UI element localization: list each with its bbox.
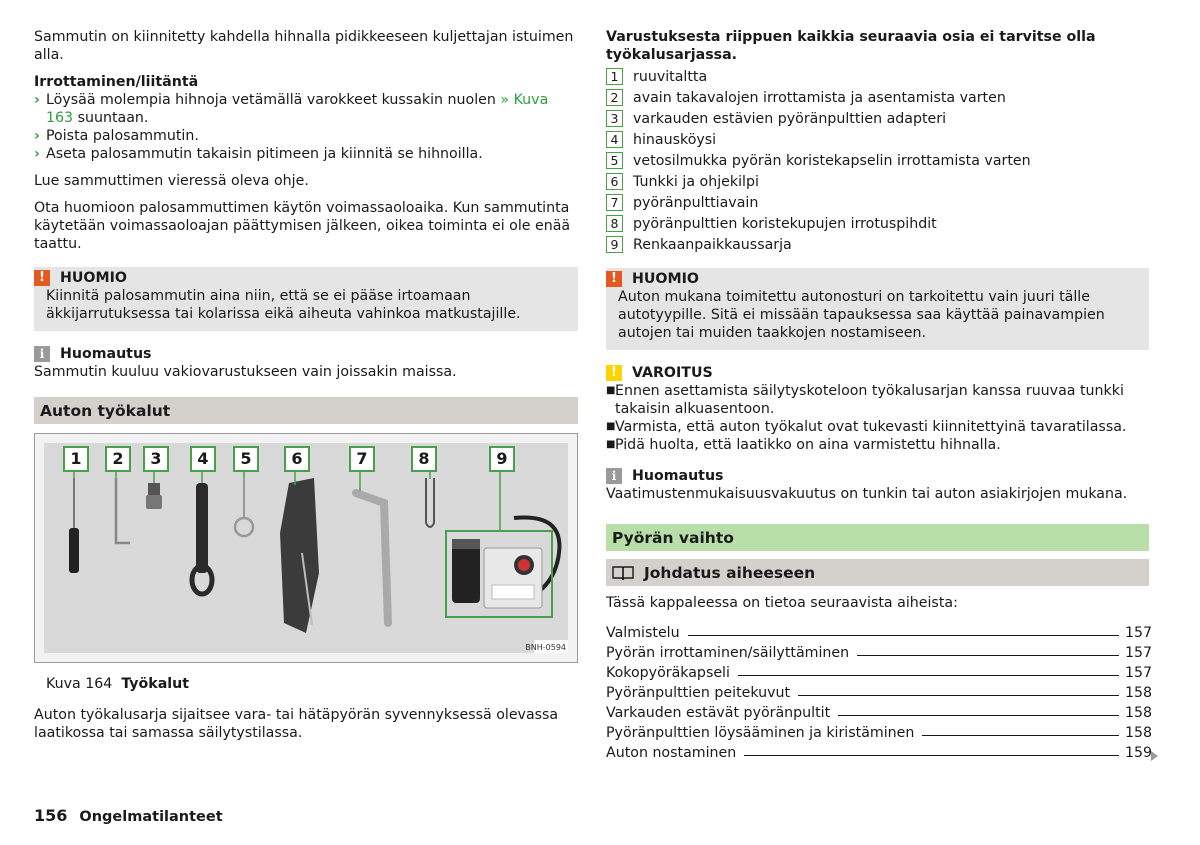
list-item: 9 Renkaanpaikkaussarja	[606, 234, 1149, 255]
list-item: 2 avain takavalojen irrottamista ja asentamista varten	[606, 87, 1149, 108]
footer-chapter: Ongelmatilanteet	[79, 809, 223, 825]
list-item: 4 hinausköysi	[606, 129, 1149, 150]
note-title: Huomautus	[632, 468, 724, 484]
step-3: › Aseta palosammutin takaisin pitimeen ja kiinnitä se hihnoilla.	[34, 146, 483, 162]
info-icon: i	[606, 468, 622, 484]
figure-label-4: 4	[190, 446, 216, 472]
figure-link[interactable]: » Kuva 163	[46, 92, 549, 126]
caution-title: HUOMIO	[632, 271, 699, 287]
tools-figure	[34, 433, 578, 663]
tools-photo	[44, 443, 568, 653]
figure-label-9: 9	[489, 446, 515, 472]
figure-label-5: 5	[233, 446, 259, 472]
list-item: 5 vetosilmukka pyörän koristekapselin irrottamista varten	[606, 150, 1149, 171]
validity-text: Ota huomioon palosammuttimen käytön voimassaoloaika. Kun sammutinta käytetään voimassaoloajan päättymisen jälkeen, oikea toiminta ei ole enää taattu.	[34, 200, 571, 252]
figure-label-2: 2	[105, 446, 131, 472]
intro-title-bar	[606, 559, 1149, 586]
page-number: 156	[34, 806, 68, 825]
tools-text: Auton työkalusarja sijaitsee vara- tai hätäpyörän syvennyksessä olevassa laatikossa tai samassa säilytystilassa.	[34, 707, 559, 741]
exclamation-icon: !	[606, 271, 622, 287]
figure-label-1: 1	[63, 446, 89, 472]
intro-title: Johdatus aiheeseen	[644, 563, 816, 582]
toc-item[interactable]: Valmistelu 157	[606, 625, 1153, 641]
chevron-right-icon: ›	[34, 128, 40, 144]
note-box	[606, 467, 1149, 503]
step-2: › Poista palosammutin.	[34, 128, 199, 144]
list-item: 6 Tunkki ja ohjekilpi	[606, 171, 1149, 192]
chapter-title: Pyörän vaihto	[606, 524, 1149, 551]
book-icon	[612, 565, 634, 581]
list-item: 8 pyöränpulttien koristekupujen irrotuspihdit	[606, 213, 1149, 234]
list-item: 3 varkauden estävien pyöränpulttien adapteri	[606, 108, 1149, 129]
list-item: 7 pyöränpulttiavain	[606, 192, 1149, 213]
right-column	[606, 28, 1153, 761]
caution-title: HUOMIO	[60, 270, 127, 286]
caution-box	[34, 267, 578, 331]
tools-illustration	[44, 443, 568, 653]
warning-item: ■ Pidä huolta, että laatikko on aina varmistettu hihnalla.	[606, 437, 1001, 453]
page-footer	[34, 806, 223, 825]
toc-item[interactable]: Varkauden estävät pyöränpultit 158	[606, 705, 1153, 721]
toc-item[interactable]: Kokopyöräkapseli 157	[606, 665, 1153, 681]
caution-text: Auton mukana toimitettu autonosturi on tarkoitettu vain juuri tälle autotyypille. Sitä ei missään tapauksessa saa käyttää painavampien autojen tai muiden taakkojen nostamiseen.	[618, 289, 1105, 341]
equipment-heading: Varustuksesta riippuen kaikkia seuraavia osia ei tarvitse olla työkalusarjassa.	[606, 29, 1096, 63]
chevron-right-icon: ›	[34, 92, 40, 108]
warning-icon: !	[606, 365, 622, 381]
toc-list	[606, 621, 1153, 761]
removal-heading: Irrottaminen/liitäntä	[34, 74, 199, 90]
figure-code: BNH-0594	[525, 643, 566, 652]
warning-box	[606, 364, 1149, 454]
extinguisher-intro: Sammutin on kiinnitetty kahdella hihnalla pidikkeeseen kuljettajan istuimen alla.	[34, 29, 574, 63]
caution-text: Kiinnitä palosammutin aina niin, että se ei pääse irtoamaan äkkijarrutuksessa tai kolarissa eikä aiheuta vahinkoa matkustajille.	[46, 288, 521, 322]
note-title: Huomautus	[60, 346, 152, 362]
caution-box	[606, 268, 1149, 350]
next-page-arrow-icon[interactable]	[1151, 751, 1158, 761]
warning-item: ■ Varmista, että auton työkalut ovat tukevasti kiinnitettyinä tavaratilassa.	[606, 419, 1127, 435]
section-title: Auton työkalut	[34, 397, 578, 424]
note-text: Vaatimustenmukaisuusvakuutus on tunkin tai auton asiakirjojen mukana.	[606, 486, 1128, 502]
toc-item[interactable]: Pyöränpulttien löysääminen ja kiristäminen 158	[606, 725, 1153, 741]
step-1: › Löysää molempia hihnoja vetämällä varokkeet kussakin nuolen » Kuva 163 suuntaan.	[34, 92, 549, 126]
note-box	[34, 345, 578, 381]
note-text: Sammutin kuuluu vakiovarustukseen vain joissakin maissa.	[34, 364, 457, 380]
figure-label-7: 7	[349, 446, 375, 472]
toc-item[interactable]: Pyöränpulttien peitekuvut 158	[606, 685, 1153, 701]
figure-label-6: 6	[284, 446, 310, 472]
intro-text: Tässä kappaleessa on tietoa seuraavista aiheista:	[606, 595, 958, 611]
tool-list	[606, 66, 1149, 255]
figure-caption: Kuva 164 Työkalut	[46, 676, 190, 692]
list-item: 1 ruuvitaltta	[606, 66, 1149, 87]
figure-label-8: 8	[411, 446, 437, 472]
warning-title: VAROITUS	[632, 365, 713, 381]
toc-item[interactable]: Auton nostaminen 159	[606, 745, 1153, 761]
left-column	[34, 28, 578, 742]
chevron-right-icon: ›	[34, 146, 40, 162]
info-icon: i	[34, 346, 50, 362]
exclamation-icon: !	[34, 270, 50, 286]
warning-item: ■ Ennen asettamista säilytyskoteloon työkalusarjan kanssa ruuvaa tunkki takaisin alkuasentoon.	[606, 383, 1124, 417]
toc-item[interactable]: Pyörän irrottaminen/säilyttäminen 157	[606, 645, 1153, 661]
read-instructions: Lue sammuttimen vieressä oleva ohje.	[34, 173, 309, 189]
figure-label-3: 3	[143, 446, 169, 472]
